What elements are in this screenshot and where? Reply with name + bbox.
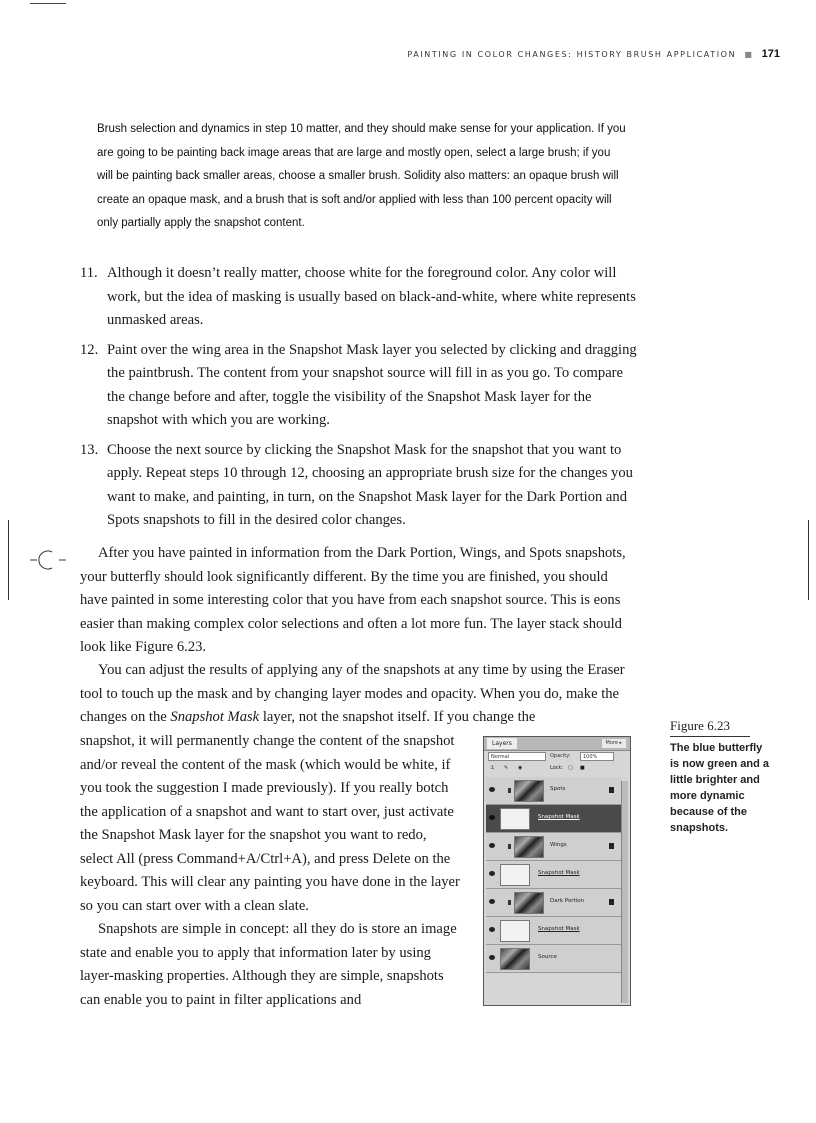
layer-link-icon: ⚓ [490,765,495,771]
layer-name: Snapshot Mask [538,870,580,876]
chain-icon [508,900,511,905]
layers-tab: Layers [487,738,517,749]
step-text: Choose the next source by clicking the Snapshot Mask for the snapshot that you want to apply. Repeat steps 10 through 12, choosing an appropriate brush size for the changes you want to make, and painting, in turn, on the Snapshot Mask layer for the Dark Portion and Spots snapshots to fill in the desired color changes. [107,441,633,528]
layer-row [486,889,622,917]
layer-row [486,917,622,945]
layer-name: Spots [550,786,566,792]
chain-icon [508,844,511,849]
layer-name: Snapshot Mask [538,814,580,820]
step-text: Although it doesn’t really matter, choose white for the foreground color. Any color will work, but the idea of masking is usually based on black-and-white, where white represents unmasked areas. [107,265,636,328]
paragraph-adjust-text: You can adjust the results of applying any of the snapshots at any time by using the Eraser tool to touch up the mask and by changing layer modes and opacity. When you do, make the changes on the [80,662,625,725]
layer-row [486,777,622,805]
layer-row [486,945,622,973]
lock-icon [609,899,614,905]
eye-icon [489,871,495,876]
layer-name: Snapshot Mask [538,926,580,932]
mask-thumbnail [500,808,530,830]
eye-icon [489,955,495,960]
chain-icon [508,788,511,793]
running-head-separator: ■ [744,50,754,59]
layer-thumbnail [514,780,544,802]
figure-label: Figure 6.23 [670,718,750,737]
paragraph-results: After you have painted in information from the Dark Portion, Wings, and Spots snapshots, your butterfly should look significantly different. By the time you are finished, you should have painted in some interesting color that you have from each snapshot source. This is eons easier than making complex color selections and often a lot more fun. The layer stack should look like Figure 6.23. [80,545,626,655]
layers-scrollbar [621,781,628,1003]
step-number: 11. [80,265,98,281]
eye-icon [489,899,495,904]
eye-icon [489,927,495,932]
step-item [80,339,640,433]
layers-lock-row [484,763,630,775]
layer-row [486,833,622,861]
layer-name: Dark Portion [550,898,585,904]
mask-thumbnail [500,920,530,942]
layers-tabbar [484,737,630,751]
paragraph-adjust-continued: snapshot, it will permanently change the content of the snapshot and/or reveal the content of the mask (which would be white, if you took the suggestion I made previously). If you really botch the application of a snapshot and want to start over, just activate the Snapshot Mask layer for the snapshot you want to redo, select All (press Command+A/Ctrl+A), and press Delete on the keyboard. This will clear any painting you have done in the layer so you can start over with a clean slate. [80,733,460,914]
layers-controls [484,751,630,763]
paragraph-snapshots: Snapshots are simple in concept: all they do is store an image state and enable you to apply that information later by using layer-masking properties. Although they are simple, snapshots can enable you to paint in filter applications and [80,921,457,1008]
blend-mode-select: Normal [488,752,546,761]
paragraph-adjust-emphasis: Snapshot Mask [170,709,260,725]
registration-mark [28,548,68,572]
more-button: More ▸ [602,739,627,748]
registration-line-left [8,520,9,600]
step-item [80,262,640,333]
layer-mask-icon: ◉ [518,765,523,771]
opacity-value: 100% [580,752,614,761]
page-number: 171 [761,48,780,60]
eye-icon [489,815,495,820]
lock-all-icon: ■ [580,765,585,771]
layer-thumbnail [514,892,544,914]
lock-icon [609,787,614,793]
layer-row [486,861,622,889]
running-head-title: PAINTING IN COLOR CHANGES: HISTORY BRUSH APPLICATION [407,50,737,59]
step-number: 13. [80,441,99,458]
lock-icon [609,843,614,849]
step-item [80,439,640,533]
registration-line-right [808,520,809,600]
layer-thumbnail [514,836,544,858]
figure-caption [670,718,770,836]
step-text: Paint over the wing area in the Snapshot Mask layer you selected by clicking and dragging the paintbrush. The content from your snapshot source will fill in as you go. To compare the change before and after, toggle the visibility of the Snapshot Mask layer for the snapshot with which you are working. [107,341,637,428]
layer-thumbnail [500,948,530,970]
paragraph-adjust [80,659,626,730]
step-list [80,262,640,539]
figure-caption-text: The blue butterfly is now green and a little brighter and more dynamic because of the snapshots. [670,742,770,834]
layer-row-selected [486,805,622,833]
layer-name: Wings [550,842,567,848]
lock-transparency-icon: ▢ [568,765,573,771]
eye-icon [489,787,495,792]
crop-mark-top [30,3,66,4]
paragraph-adjust-text-2: layer, not the snapshot itself. If you change the [262,709,536,725]
running-head [360,48,780,60]
eye-icon [489,843,495,848]
step-number: 12. [80,341,99,358]
layer-name: Source [538,954,557,960]
tip-box: Brush selection and dynamics in step 10 matter, and they should make sense for your application. If you are going to be painting back image areas that are large and mostly open, select a large brush; if you will be painting back smaller areas, choose a smaller brush. Solidity also matters: an opaque brush will create an opaque mask, and a brush that is soft and/or applied with less than 100 percent opacity will only partially apply the snapshot content. [97,123,626,229]
opacity-label: Opacity: [550,753,571,759]
layer-style-icon: ✎ [504,765,509,771]
mask-thumbnail [500,864,530,886]
lock-label: Lock: [550,765,564,771]
layers-panel-figure [483,736,631,1006]
